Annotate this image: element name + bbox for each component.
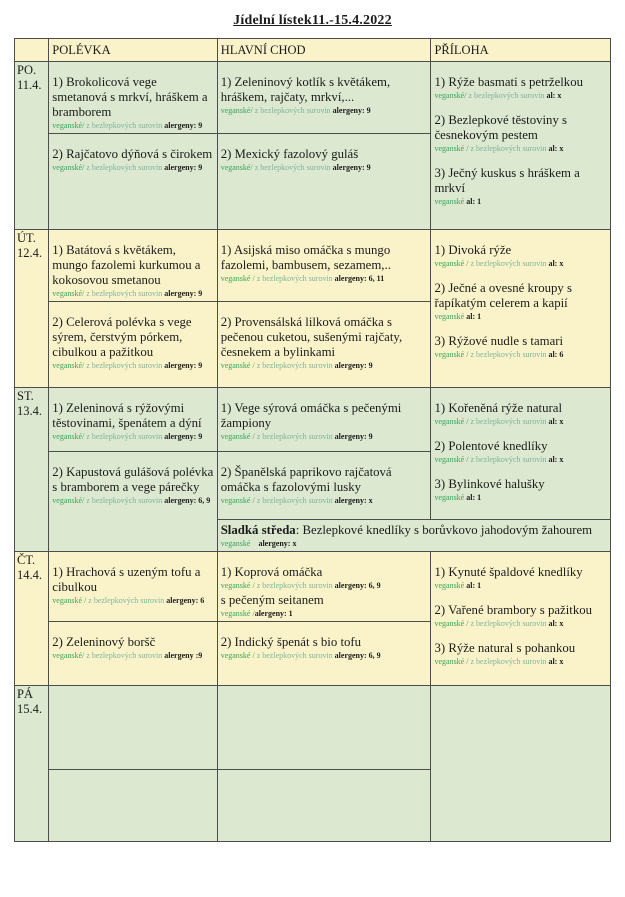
diet-tag-glutenfree: z bezlepkových surovin (470, 350, 547, 359)
main-cell-po-1 (217, 62, 431, 134)
allergen-label: alergeny: 6, 9 (334, 651, 381, 660)
diet-tag-vegan: veganské/ (220, 163, 253, 172)
menu-item-tags (434, 581, 607, 591)
allergen-label: alergeny: x (258, 539, 297, 548)
menu-item-title: 3) Rýžové nudle s tamari (434, 334, 564, 348)
diet-tag-glutenfree: z bezlepkových surovin (256, 496, 333, 505)
menu-item (221, 565, 428, 591)
diet-tag-glutenfree: z bezlepkových surovin (470, 144, 547, 153)
menu-item-tags (221, 651, 428, 661)
menu-item (434, 603, 607, 629)
soup-cell-pa-1-empty (49, 686, 217, 770)
menu-item-title: 2) Provensálská lilková omáčka s pečenou cuketou, sušenými rajčaty, česnekem a bylinkami (220, 315, 403, 359)
menu-item (434, 281, 607, 322)
menu-item (221, 593, 428, 619)
menu-item-title: 1) Asijská miso omáčka s mungo fazolemi, bambusem, sezamem,.. (220, 243, 391, 272)
menu-item-tags (434, 350, 607, 360)
diet-tag-glutenfree: z bezlepkových surovin (256, 432, 333, 441)
diet-tag-glutenfree: z bezlepkových surovin (86, 651, 163, 660)
menu-item (221, 315, 428, 371)
menu-item-title: 2) Rajčatovo dýňová s čirokem (52, 147, 213, 161)
menu-item (434, 401, 607, 427)
diet-tag-vegan: veganské / (220, 651, 255, 660)
menu-item-tags (434, 619, 607, 629)
allergen-label: al: x (548, 259, 564, 268)
allergen-label: alergeny: 6, 9 (164, 496, 211, 505)
allergen-label: alergeny: 9 (332, 163, 371, 172)
menu-item-title: s pečeným seitanem (220, 593, 324, 607)
allergen-label: alergeny: 6, 9 (334, 581, 381, 590)
soup-cell-pa-2-empty (49, 770, 217, 842)
diet-tag-vegan: veganské (434, 581, 465, 590)
column-header-side: PŘÍLOHA (431, 39, 611, 62)
menu-item (221, 401, 428, 442)
soup-cell-po-2 (49, 134, 217, 230)
side-cell-po (431, 62, 611, 230)
menu-item-tags (52, 651, 213, 661)
page-title: Jídelní lístek11.-15.4.2022 (233, 13, 392, 28)
day-label: ST. (17, 389, 34, 403)
menu-item (434, 75, 607, 101)
sweet-wednesday-label: Sladká středa (220, 523, 296, 537)
diet-tag-glutenfree: z bezlepkových surovin (86, 361, 163, 370)
menu-item (434, 641, 607, 667)
main-cell-ut-2 (217, 302, 431, 388)
menu-item-tags (221, 106, 428, 116)
menu-item-tags (434, 91, 607, 101)
side-cell-ut (431, 230, 611, 388)
allergen-label: alergeny: 9 (332, 106, 371, 115)
day-cell-ut (15, 230, 49, 388)
allergen-label: al: 1 (466, 493, 482, 502)
diet-tag-glutenfree: z bezlepkových surovin (468, 91, 545, 100)
diet-tag-vegan: veganské / (434, 350, 469, 359)
menu-item-title: 2) Španělská paprikovo rajčatová omáčka s fazolovými lusky (220, 465, 392, 494)
diet-tag-vegan: veganské/ (52, 163, 85, 172)
menu-item (434, 166, 607, 207)
soup-cell-ut-1 (49, 230, 217, 302)
soup-cell-st-1 (49, 388, 217, 452)
side-cell-pa-empty (431, 686, 611, 842)
menu-item-title: 1) Divoká rýže (434, 243, 512, 257)
menu-item-tags (434, 493, 607, 503)
allergen-label: al: x (546, 91, 562, 100)
allergen-label: al: x (548, 144, 564, 153)
menu-item-tags (52, 432, 213, 442)
menu-item (221, 147, 428, 173)
diet-tag-vegan: veganské / (220, 361, 255, 370)
menu-item (221, 243, 428, 284)
header-day-cell (15, 39, 49, 62)
allergen-label: al: x (548, 619, 564, 628)
sweet-wednesday-cell (217, 520, 610, 552)
menu-item-tags (221, 432, 428, 442)
diet-tag-glutenfree: z bezlepkových surovin (86, 163, 163, 172)
diet-tag-glutenfree: z bezlepkových surovin (470, 619, 547, 628)
day-date: 15.4. (17, 702, 42, 716)
allergen-label: al: 1 (466, 197, 482, 206)
day-date: 11.4. (17, 78, 42, 92)
menu-item-tags (221, 163, 428, 173)
side-cell-st (431, 388, 611, 520)
allergen-label: alergeny: 9 (164, 432, 203, 441)
allergen-label: alergeny: 6 (166, 596, 205, 605)
allergen-label: al: x (548, 455, 564, 464)
menu-item-tags (221, 274, 428, 284)
allergen-label: alergeny: 9 (164, 163, 203, 172)
day-label: PO. (17, 63, 37, 77)
diet-tag-vegan: veganské / (434, 619, 469, 628)
diet-tag-glutenfree: z bezlepkových surovin (86, 289, 163, 298)
main-cell-po-2 (217, 134, 431, 230)
diet-tag-vegan: veganské / (220, 496, 255, 505)
menu-item (52, 401, 213, 442)
menu-item-tags (221, 361, 428, 371)
menu-item (434, 439, 607, 465)
menu-item-title: 1) Kořeněná rýže natural (434, 401, 563, 415)
diet-tag-glutenfree: z bezlepkových surovin (256, 581, 333, 590)
diet-tag-glutenfree: z bezlepkových surovin (470, 455, 547, 464)
menu-item-title: 1) Batátová s květákem, mungo fazolemi kurkumou a kokosovou smetanou (52, 243, 201, 287)
column-header-main: HLAVNÍ CHOD (217, 39, 431, 62)
day-cell-pa (15, 686, 49, 842)
menu-item-tags (52, 163, 213, 173)
menu-item-title: 3) Bylinkové halušky (434, 477, 545, 491)
diet-tag-glutenfree: z bezlepkových surovin (256, 651, 333, 660)
diet-tag-vegan: veganské / (434, 657, 469, 666)
menu-item-title: 2) Mexický fazolový guláš (220, 147, 359, 161)
soup-cell-ct-1 (49, 552, 217, 622)
main-cell-pa-1-empty (217, 686, 431, 770)
diet-tag-glutenfree: z bezlepkových surovin (470, 417, 547, 426)
menu-item-title: 2) Celerová polévka s vege sýrem, čerstvým pórkem, cibulkou a pažitkou (52, 315, 192, 359)
menu-table (14, 38, 611, 842)
diet-tag-vegan: veganské / (220, 609, 255, 618)
menu-item-tags (434, 455, 607, 465)
day-label: PÁ (17, 687, 33, 701)
day-cell-po (15, 62, 49, 230)
sweet-wednesday-text: : Bezlepkové knedlíky s borůvkovo jahodovým žahourem (295, 523, 593, 537)
side-cell-ct (431, 552, 611, 686)
soup-cell-st-2 (49, 452, 217, 552)
menu-item-tags (434, 417, 607, 427)
day-cell-ct (15, 552, 49, 686)
diet-tag-vegan: veganské/ (52, 289, 85, 298)
day-label: ČT. (17, 553, 36, 567)
diet-tag-vegan: veganské / (220, 581, 255, 590)
allergen-label: al: 1 (466, 581, 482, 590)
menu-item-title: 2) Ječné a ovesné kroupy s řapíkatým celerem a kapií (434, 281, 572, 310)
diet-tag-vegan: veganské / (434, 455, 469, 464)
allergen-label: alergeny: 9 (164, 361, 203, 370)
allergen-label: alergeny: 9 (164, 121, 203, 130)
diet-tag-vegan: veganské (434, 493, 465, 502)
menu-item-tags (434, 312, 607, 322)
main-cell-st-1 (217, 388, 431, 452)
allergen-label: alergeny: 6, 11 (334, 274, 385, 283)
menu-item-title: 1) Zeleninová s rýžovými těstovinami, špenátem a dýní (52, 401, 202, 430)
diet-tag-glutenfree: z bezlepkových surovin (86, 432, 163, 441)
menu-item-tags (434, 259, 607, 269)
menu-item-tags (52, 361, 213, 371)
diet-tag-glutenfree: z bezlepkových surovin (86, 496, 163, 505)
main-cell-ut-1 (217, 230, 431, 302)
menu-item-title: 1) Hrachová s uzeným tofu a cibulkou (52, 565, 201, 594)
day-label: ÚT. (17, 231, 36, 245)
menu-item (52, 465, 213, 506)
menu-item-tags (221, 609, 428, 619)
allergen-label: al: x (548, 417, 564, 426)
diet-tag-vegan: veganské / (434, 417, 469, 426)
main-cell-st-2 (217, 452, 431, 520)
menu-item-title: 3) Rýže natural s pohankou (434, 641, 576, 655)
allergen-label: alergeny: 9 (164, 289, 203, 298)
menu-item-tags (434, 657, 607, 667)
diet-tag-vegan: veganské / (434, 144, 469, 153)
main-cell-ct-1 (217, 552, 431, 622)
menu-item-title: 3) Ječný kuskus s hráškem a mrkví (434, 166, 580, 195)
menu-item-title: 1) Brokolicová vege smetanová s mrkví, hráškem a bramborem (52, 75, 208, 119)
diet-tag-glutenfree: z bezlepkových surovin (254, 106, 331, 115)
diet-tag-vegan: veganské/ (52, 496, 85, 505)
menu-item-title: 2) Polentové knedlíky (434, 439, 548, 453)
diet-tag-glutenfree: z bezlepkových surovin (86, 121, 163, 130)
diet-tag-glutenfree: z bezlepkových surovin (254, 163, 331, 172)
menu-item (52, 635, 213, 661)
day-cell-st (15, 388, 49, 552)
allergen-label: al: 6 (548, 350, 564, 359)
menu-item (434, 477, 607, 503)
menu-item-tags (52, 289, 213, 299)
allergen-label: alergeny: 9 (334, 432, 373, 441)
diet-tag-vegan: veganské / (434, 259, 469, 268)
allergen-label: alergeny: 1 (254, 609, 293, 618)
menu-item (434, 334, 607, 360)
allergen-label: alergeny: x (334, 496, 373, 505)
menu-item-title: 1) Zeleninový kotlík s květákem, hráškem, rajčaty, mrkví,... (220, 75, 391, 104)
menu-item-title: 1) Koprová omáčka (220, 565, 323, 579)
menu-item (434, 113, 607, 154)
menu-item-tags (52, 596, 213, 606)
menu-item (52, 75, 213, 131)
column-header-soup: POLÉVKA (49, 39, 217, 62)
menu-item-title: 2) Vařené brambory s pažitkou (434, 603, 593, 617)
diet-tag-glutenfree: z bezlepkových surovin (470, 657, 547, 666)
diet-tag-vegan: veganské (434, 312, 465, 321)
diet-tag-vegan: veganské/ (52, 121, 85, 130)
diet-tag-vegan: veganské/ (52, 361, 85, 370)
diet-tag-vegan: veganské / (220, 274, 255, 283)
menu-item-title: 1) Rýže basmati s petrželkou (434, 75, 584, 89)
diet-tag-glutenfree: z bezlepkových surovin (88, 596, 165, 605)
menu-item-tags (221, 496, 428, 506)
allergen-label: al: 1 (466, 312, 482, 321)
menu-item-tags (434, 197, 607, 207)
day-date: 13.4. (17, 404, 42, 418)
soup-cell-po-1 (49, 62, 217, 134)
menu-item-title: 1) Kynuté špaldové knedlíky (434, 565, 583, 579)
allergen-label: alergeny :9 (164, 651, 203, 660)
diet-tag-vegan: veganské (434, 197, 465, 206)
sweet-wednesday-title (221, 522, 607, 538)
menu-item (221, 465, 428, 506)
allergen-label: al: x (548, 657, 564, 666)
menu-item (221, 75, 428, 116)
diet-tag-glutenfree: z bezlepkových surovin (256, 274, 333, 283)
soup-cell-ct-2 (49, 622, 217, 686)
soup-cell-ut-2 (49, 302, 217, 388)
day-date: 14.4. (17, 568, 42, 582)
menu-item-tags (52, 496, 213, 506)
menu-item (52, 565, 213, 606)
menu-item (221, 635, 428, 661)
diet-tag-vegan: veganské / (220, 432, 255, 441)
diet-tag-vegan: veganské (220, 539, 251, 548)
menu-item (52, 315, 213, 371)
menu-item-tags (434, 144, 607, 154)
menu-item-tags (52, 121, 213, 131)
menu-item-title: 2) Kapustová gulášová polévka s bramborem a vege párečky (52, 465, 214, 494)
main-cell-ct-2 (217, 622, 431, 686)
day-date: 12.4. (17, 246, 42, 260)
menu-item-title: 2) Bezlepkové těstoviny s česnekovým pestem (434, 113, 568, 142)
diet-tag-vegan: veganské/ (220, 106, 253, 115)
menu-item-title: 2) Zeleninový boršč (52, 635, 156, 649)
menu-item (434, 243, 607, 269)
menu-item-tags (221, 539, 607, 549)
diet-tag-vegan: veganské / (52, 596, 87, 605)
menu-item-title: 1) Vege sýrová omáčka s pečenými žampiony (220, 401, 402, 430)
menu-item (52, 147, 213, 173)
diet-tag-vegan: veganské/ (52, 432, 85, 441)
menu-item (52, 243, 213, 299)
allergen-label: alergeny: 9 (334, 361, 373, 370)
menu-item-title: 2) Indický špenát s bio tofu (220, 635, 362, 649)
menu-item (434, 565, 607, 591)
diet-tag-vegan: veganské/ (52, 651, 85, 660)
diet-tag-glutenfree: z bezlepkových surovin (470, 259, 547, 268)
diet-tag-vegan: veganské/ (434, 91, 467, 100)
diet-tag-glutenfree: z bezlepkových surovin (256, 361, 333, 370)
menu-item-tags (221, 581, 428, 591)
main-cell-pa-2-empty (217, 770, 431, 842)
